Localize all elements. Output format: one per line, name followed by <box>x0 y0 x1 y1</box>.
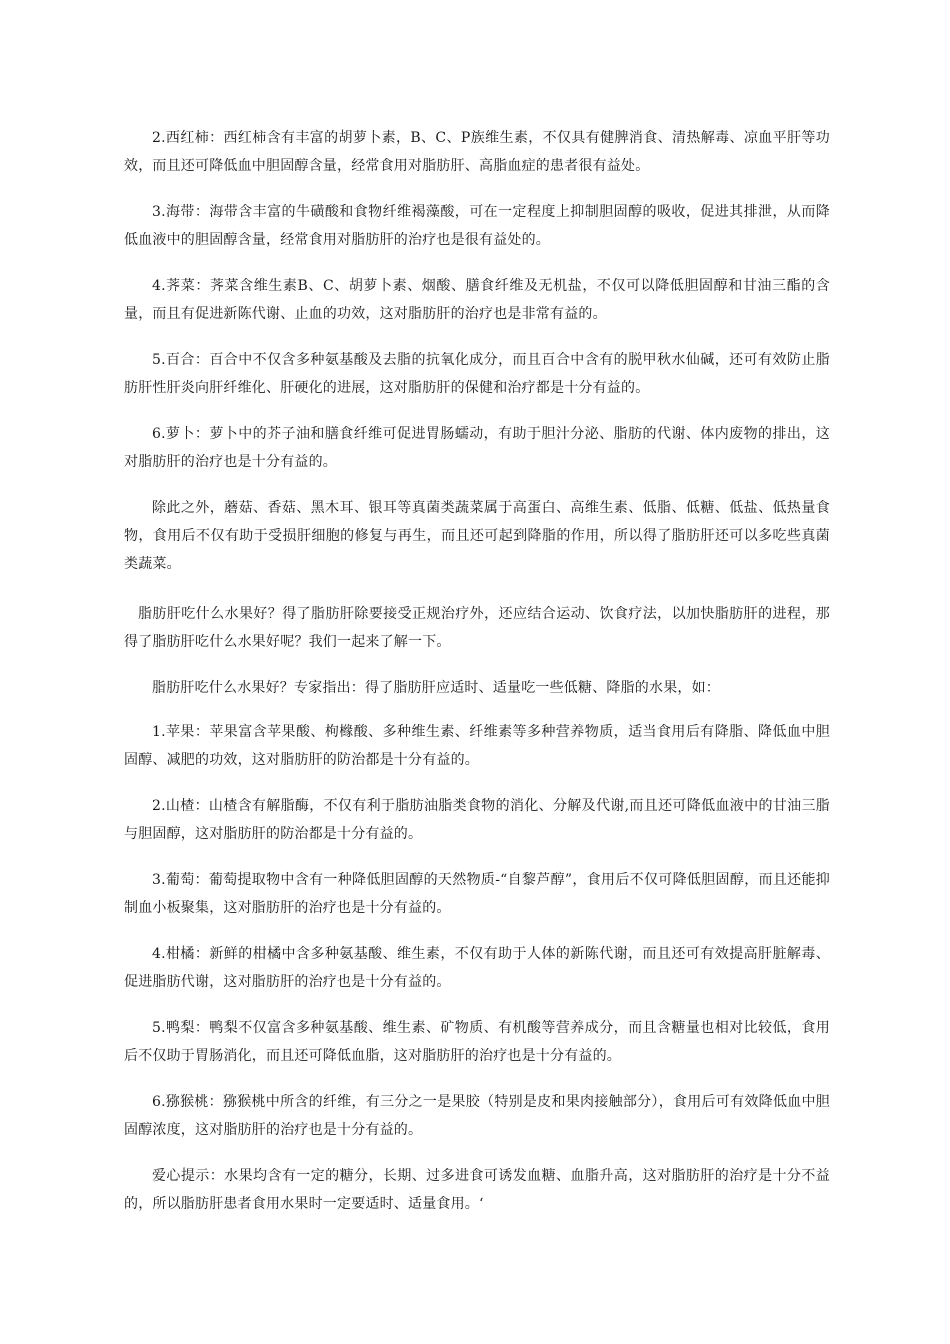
paragraph-citrus: 4.柑橘：新鲜的柑橘中含多种氨基酸、维生素，不仅有助于人体的新陈代谢，而且还可有效提高肝脏解毒、促进脂肪代谢，这对脂肪肝的治疗也是十分有益的。 <box>124 946 830 990</box>
paragraph-fruit-intro: 脂肪肝吃什么水果好？得了脂肪肝除要接受正规治疗外，还应结合运动、饮食疗法，以加快脂肪肝的进程，那得了脂肪肝吃什么水果好呢？我们一起来了解一下。 <box>124 606 830 650</box>
paragraph-radish: 6.萝卜：萝卜中的芥子油和膳食纤维可促进胃肠蠕动，有助于胆汁分泌、脂肪的代谢、体内废物的排出，这对脂肪肝的治疗也是十分有益的。 <box>124 426 830 470</box>
paragraph-mushrooms: 除此之外，蘑菇、香菇、黑木耳、银耳等真菌类蔬菜属于高蛋白、高维生素、低脂、低糖、低盐、低热量食物，食用后不仅有助于受损肝细胞的修复与再生，而且还可起到降脂的作用，所以得了脂肪肝还可以多吃些真菌类蔬菜。 <box>124 500 830 572</box>
paragraph-hawthorn: 2.山楂：山楂含有解脂酶，不仅有利于脂肪油脂类食物的消化、分解及代谢,而且还可降低血液中的甘油三脂与胆固醇，这对脂肪肝的防治都是十分有益的。 <box>124 798 830 842</box>
paragraph-pear: 5.鸭梨：鸭梨不仅富含多种氨基酸、维生素、矿物质、有机酸等营养成分，而且含糖量也相对比较低，食用后不仅助于胃肠消化，而且还可降低血脂，这对脂肪肝的治疗也是十分有益的。 <box>124 1020 830 1064</box>
paragraph-lily: 5.百合：百合中不仅含多种氨基酸及去脂的抗氧化成分，而且百合中含有的脱甲秋水仙碱，还可有效防止脂肪肝性肝炎向肝纤维化、肝硬化的进展，这对脂肪肝的保健和治疗都是十分有益的。 <box>124 352 830 396</box>
paragraph-expert-advice: 脂肪肝吃什么水果好？专家指出：得了脂肪肝应适时、适量吃一些低糖、降脂的水果，如： <box>152 680 720 696</box>
paragraph-tip: 爱心提示：水果均含有一定的糖分，长期、过多进食可诱发血糖、血脂升高，这对脂肪肝的治疗是十分不益的，所以脂肪肝患者食用水果时一定要适时、适量食用。‘ <box>124 1168 830 1212</box>
paragraph-tomato: 2.西红柿：西红柿含有丰富的胡萝卜素，B、C、P族维生素，不仅具有健脾消食、清热解毒、凉血平肝等功效，而且还可降低血中胆固醇含量，经常食用对脂肪肝、高脂血症的患者很有益处。 <box>124 130 830 174</box>
paragraph-kelp: 3.海带：海带含丰富的牛磺酸和食物纤维褐藻酸，可在一定程度上抑制胆固醇的吸收，促进其排泄，从而降低血液中的胆固醇含量，经常食用对脂肪肝的治疗也是很有益处的。 <box>124 204 830 248</box>
paragraph-kiwi: 6.猕猴桃：猕猴桃中所含的纤维，有三分之一是果胶（特别是皮和果肉接触部分），食用后可有效降低血中胆固醇浓度，这对脂肪肝的治疗也是十分有益的。 <box>124 1094 830 1138</box>
paragraph-shepherds-purse: 4.荠菜：荠菜含维生素B、C、胡萝卜素、烟酸、膳食纤维及无机盐，不仅可以降低胆固醇和甘油三酯的含量，而且有促进新陈代谢、止血的功效，这对脂肪肝的治疗也是非常有益的。 <box>124 278 830 322</box>
paragraph-apple: 1.苹果：苹果富含苹果酸、枸橼酸、多种维生素、纤维素等多种营养物质，适当食用后有降脂、降低血中胆固醇、减肥的功效，这对脂肪肝的防治都是十分有益的。 <box>124 724 830 768</box>
paragraph-grape: 3.葡萄：葡萄提取物中含有一种降低胆固醇的天然物质-“自黎芦醇”，食用后不仅可降低胆固醇，而且还能抑制血小板聚集，这对脂肪肝的治疗也是十分有益的。 <box>124 872 830 916</box>
